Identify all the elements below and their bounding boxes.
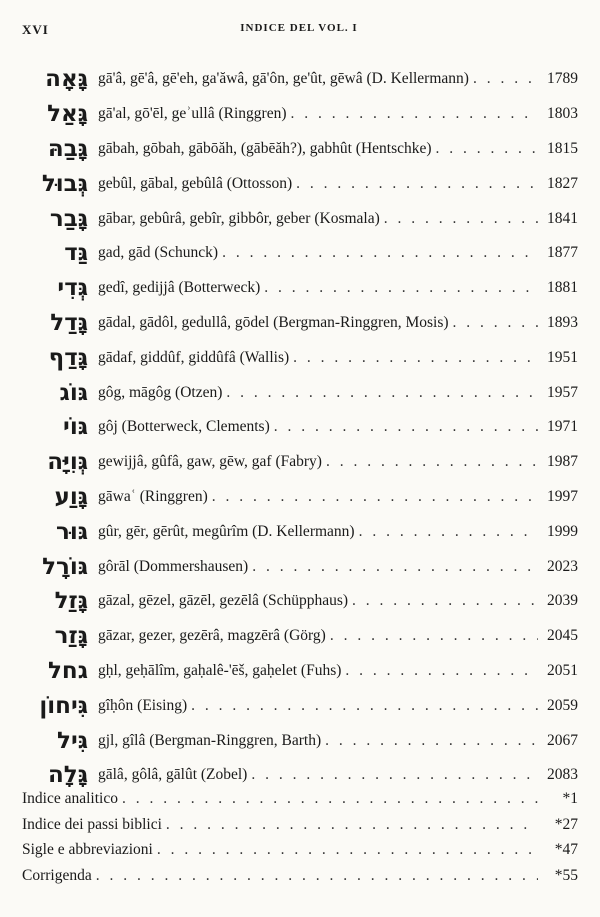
- hebrew-lemma: גָּזַר: [54, 623, 88, 650]
- toc-entry: [22, 410, 578, 445]
- toc-entry: [22, 514, 578, 549]
- toc-entry: [22, 688, 578, 723]
- toc-entry: [22, 132, 578, 167]
- dot-leader: [359, 523, 538, 541]
- dot-leader: [226, 384, 538, 402]
- page-header: [22, 22, 576, 42]
- hebrew-lemma: גָּאָה: [45, 66, 88, 93]
- hebrew-lemma: גָּבַהּ: [47, 135, 88, 162]
- toc-entry: [22, 480, 578, 515]
- entry-label: gālâ, gôlâ, gālût (Zobel): [98, 766, 248, 784]
- dot-leader: [252, 558, 538, 576]
- appendix-label: Indice analitico: [22, 790, 118, 807]
- dot-leader: [264, 279, 538, 297]
- entry-page: 2045: [547, 627, 578, 645]
- toc-entry: [22, 549, 578, 584]
- hebrew-lemma: גָּדַף: [48, 344, 88, 371]
- toc-entry: [22, 306, 578, 341]
- entry-label: gāwaʿ (Ringgren): [98, 487, 208, 505]
- dot-leader: [296, 175, 538, 193]
- entry-page: 1881: [547, 279, 578, 297]
- hebrew-lemma: גָּבַר: [49, 205, 88, 232]
- appendix-page: *1: [562, 790, 578, 807]
- hebrew-lemma: גָּלָה: [48, 762, 88, 789]
- appendix-item: [22, 841, 578, 867]
- hebrew-lemma: גְּבוּל: [41, 170, 88, 197]
- entry-label: gôj (Botterweck, Clements): [98, 418, 270, 436]
- toc-entry: [22, 62, 578, 97]
- toc-entry: [22, 758, 578, 793]
- entry-label: gāzal, gēzel, gāzēl, gezēlâ (Schüpphaus): [98, 592, 349, 610]
- dot-leader: [222, 244, 538, 262]
- entry-page: 2039: [547, 592, 578, 610]
- appendix-label: Sigle e abbreviazioni: [22, 841, 153, 858]
- entry-label: gā'al, gō'ēl, geʾullâ (Ringgren): [98, 105, 287, 123]
- hebrew-lemma: גִּיחוֹן: [39, 692, 88, 719]
- hebrew-lemma: גּוֹי: [63, 414, 88, 441]
- entry-label: gedî, gedijjâ (Botterweck): [98, 279, 261, 297]
- entry-page: 1957: [547, 383, 578, 401]
- entry-label: gewijjâ, gûfâ, gaw, gēw, gaf (Fabry): [98, 453, 322, 471]
- appendix-item: [22, 867, 578, 893]
- hebrew-lemma: גּוֹרָל: [42, 553, 88, 580]
- toc-entry: [22, 236, 578, 271]
- hebrew-lemma: גִּיל: [57, 727, 88, 754]
- entry-label: gjl, gîlâ (Bergman-Ringgren, Barth): [98, 731, 322, 749]
- entry-label: gābah, gōbah, gābōăh, (gābēăh?), gabhût (Hentschke): [98, 139, 432, 157]
- toc-entry: [22, 445, 578, 480]
- appendix-label: Corrigenda: [22, 866, 92, 884]
- hebrew-lemma: גָּוַע: [54, 483, 88, 510]
- toc-entry: [22, 654, 578, 689]
- dot-leader: [96, 867, 538, 885]
- entry-page: 2023: [547, 557, 578, 575]
- dot-leader: [352, 592, 538, 610]
- dot-leader: [345, 662, 538, 680]
- hebrew-lemma: גּוֹג: [59, 379, 88, 406]
- toc-entries: [22, 62, 578, 793]
- dot-leader: [166, 816, 538, 834]
- entry-page: 2051: [547, 661, 578, 679]
- appendix-page: *27: [554, 815, 578, 833]
- entry-page: 1815: [547, 139, 578, 157]
- toc-entry: [22, 723, 578, 758]
- appendix-page: *55: [554, 866, 578, 884]
- dot-leader: [453, 314, 538, 332]
- toc-entry: [22, 619, 578, 654]
- entry-page: 1893: [547, 313, 578, 331]
- entry-page: 1827: [547, 174, 578, 192]
- toc-entry: [22, 166, 578, 201]
- entry-page: 1987: [547, 453, 578, 471]
- dot-leader: [293, 349, 538, 367]
- hebrew-lemma: גְּוִיָּה: [47, 449, 88, 476]
- entry-label: gḥl, geḥālîm, gaḥalê-'ēš, gaḥelet (Fuhs): [98, 661, 342, 679]
- toc-entry: [22, 340, 578, 375]
- running-title: INDICE DEL VOL. I: [240, 22, 358, 34]
- toc-entry: [22, 97, 578, 132]
- dot-leader: [330, 627, 538, 645]
- dot-leader: [122, 790, 538, 808]
- hebrew-lemma: גַּד: [64, 240, 88, 267]
- toc-entry: [22, 375, 578, 410]
- entry-label: gîḥôn (Eising): [98, 696, 188, 714]
- dot-leader: [325, 732, 538, 750]
- appendix-item: [22, 816, 578, 842]
- dot-leader: [251, 766, 538, 784]
- page-number: XVI: [22, 22, 49, 37]
- appendix-list: [22, 790, 578, 892]
- entry-label: gebûl, gābal, gebûlâ (Ottosson): [98, 174, 293, 192]
- entry-label: gôg, māgôg (Otzen): [98, 383, 223, 401]
- entry-label: gôrāl (Dommershausen): [98, 557, 249, 575]
- hebrew-lemma: גָּדַל: [50, 309, 88, 336]
- toc-entry: [22, 584, 578, 619]
- dot-leader: [473, 70, 538, 88]
- hebrew-lemma: גְּדִי: [57, 275, 88, 302]
- entry-page: 1971: [547, 418, 578, 436]
- entry-label: gad, gād (Schunck): [98, 244, 219, 262]
- entry-page: 1789: [547, 70, 578, 88]
- dot-leader: [157, 841, 538, 859]
- appendix-item: [22, 790, 578, 816]
- entry-label: gāzar, gezer, gezērâ, magzērâ (Görg): [98, 627, 326, 645]
- hebrew-lemma: גחל: [48, 657, 88, 684]
- dot-leader: [436, 140, 538, 158]
- entry-page: 1951: [547, 348, 578, 366]
- entry-label: gādaf, giddûf, giddûfâ (Wallis): [98, 348, 290, 366]
- hebrew-lemma: גּוּר: [55, 518, 88, 545]
- dot-leader: [291, 105, 538, 123]
- entry-label: gādal, gādôl, gedullâ, gōdel (Bergman-Ringgren, Mosis): [98, 313, 449, 331]
- entry-label: gābar, gebûrâ, gebîr, gibbôr, geber (Kosmala): [98, 209, 380, 227]
- hebrew-lemma: גָּאַל: [47, 101, 88, 128]
- dot-leader: [326, 453, 538, 471]
- dot-leader: [212, 488, 538, 506]
- dot-leader: [191, 697, 538, 715]
- dot-leader: [384, 210, 538, 228]
- toc-entry: [22, 201, 578, 236]
- entry-page: 1997: [547, 487, 578, 505]
- entry-label: gā'â, gē'â, gē'eh, ga'ăwâ, gā'ôn, ge'ût, gēwâ (D. Kellermann): [98, 70, 469, 88]
- hebrew-lemma: גָּזַל: [54, 588, 88, 615]
- entry-page: 2059: [547, 696, 578, 714]
- entry-page: 2083: [547, 766, 578, 784]
- entry-page: 1877: [547, 244, 578, 262]
- appendix-label: Indice dei passi biblici: [22, 815, 162, 833]
- toc-entry: [22, 271, 578, 306]
- entry-page: 1841: [547, 209, 578, 227]
- entry-page: 1999: [547, 522, 578, 540]
- appendix-page: *47: [554, 841, 578, 858]
- entry-page: 1803: [547, 105, 578, 123]
- dot-leader: [274, 418, 538, 436]
- entry-page: 2067: [547, 731, 578, 749]
- entry-label: gûr, gēr, gērût, megûrîm (D. Kellermann): [98, 522, 355, 540]
